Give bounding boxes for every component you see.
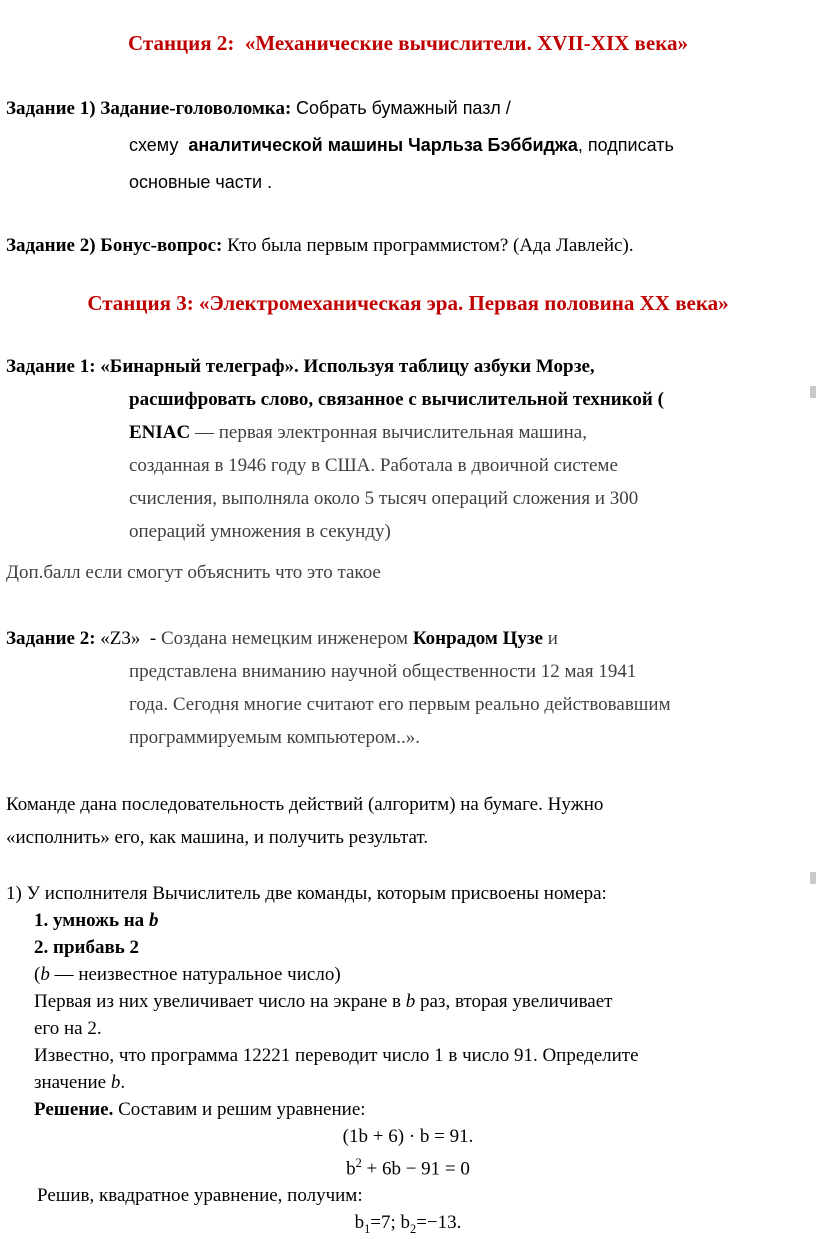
text-run: .	[120, 1072, 126, 1093]
text-run: созданная в 1946 году в США. Работала в двоичной системе	[129, 455, 618, 476]
text-run: (	[34, 964, 41, 985]
text-run: основные части .	[129, 172, 273, 192]
b-definition-line	[6, 961, 810, 988]
equation-2	[6, 1150, 810, 1182]
program-condition	[6, 1042, 810, 1096]
text-run: счисления, выполняла около 5 тысяч операций сложения и 300	[129, 488, 639, 509]
text-run: Станция 2: «Механические вычислители. XVII-XIX века»	[127, 31, 688, 55]
executor-intro-line	[6, 880, 810, 907]
text-run: Станция 3: «Электромеханическая эра. Первая половина ХХ века»	[87, 291, 729, 315]
roots-line	[6, 1209, 810, 1239]
text-run: Решив, квадратное уравнение, получим:	[37, 1185, 363, 1207]
text-run: значение	[34, 1072, 111, 1093]
text-run: 2. прибавь 2	[34, 937, 140, 958]
text-run: Решение.	[34, 1099, 119, 1120]
text-run: «Бинарный телеграф». Используя таблицу азбуки Морзе,	[100, 356, 595, 377]
text-run: Кто была первым программистом? (Ада Лавлейс).	[227, 235, 634, 256]
text-run: Создана немецким инженером	[160, 628, 413, 649]
station2-heading	[6, 30, 810, 56]
text-run: Задание 1:	[6, 356, 101, 377]
text-run: Бонус-вопрос:	[100, 235, 228, 256]
text-run: схему	[129, 135, 189, 155]
text-run: b	[346, 1158, 356, 1180]
text-run: Задание 1)	[6, 98, 101, 119]
right-edge-marker	[810, 872, 816, 884]
text-run: — неизвестное натуральное число)	[49, 964, 341, 985]
text-run: расшифровать слово, связанное с вычислительной техникой (	[129, 389, 664, 410]
text-run: аналитической машины Чарльза Бэббиджа	[188, 135, 578, 155]
text-run: + 6b − 91 = 0	[361, 1158, 470, 1180]
calculator-task-block	[6, 880, 810, 1239]
text-run: b	[354, 1212, 365, 1234]
bonus-point-note	[6, 556, 810, 589]
text-run: (1b + 6) · b = 91.	[342, 1126, 474, 1147]
task2-bonus-paragraph	[6, 229, 810, 262]
text-run: — первая электронная вычислительная машина,	[190, 422, 587, 443]
text-run: Собрать бумажный пазл /	[296, 98, 511, 118]
text-run: =−13.	[416, 1212, 462, 1234]
command-2-line	[6, 934, 810, 961]
text-run: 1) У исполнителя Вычислитель две команды, которым присвоены номера:	[6, 883, 607, 904]
text-run: b	[405, 991, 416, 1012]
text-run: 2	[410, 1222, 417, 1237]
text-run: программируемым компьютером..».	[129, 727, 420, 748]
station3-heading	[6, 290, 810, 316]
text-run: 2	[355, 1156, 362, 1170]
text-run: 1	[364, 1222, 371, 1237]
text-run: и	[542, 628, 558, 649]
text-run: Команде дана последовательность действий (алгоритм) на бумаге. Нужно	[6, 794, 604, 815]
text-run: «исполнить» его, как машина, и получить результат.	[6, 827, 429, 848]
command-1-line	[6, 907, 810, 934]
task1-puzzle-paragraph	[6, 90, 810, 201]
text-run: операций умножения в секунду)	[129, 521, 391, 542]
text-run: года. Сегодня многие считают его первым реально действовавшим	[129, 694, 671, 715]
text-run: представлена вниманию научной общественности 12 мая 1941	[129, 661, 637, 682]
right-edge-marker	[810, 386, 816, 398]
station3-task1-paragraph	[6, 350, 810, 548]
text-run: Конрадом Цузе	[412, 628, 543, 649]
text-run: Задание 2)	[6, 235, 101, 256]
text-run: b	[40, 964, 50, 985]
text-run: Задание 2:	[6, 628, 101, 649]
text-run: ENIAC	[129, 422, 191, 443]
text-run: Задание-головоломка:	[100, 98, 297, 119]
text-run: b	[110, 1072, 121, 1093]
text-run: «Z3» -	[100, 628, 161, 649]
solve-line	[6, 1182, 810, 1209]
text-run: Доп.балл если смогут объяснить что это такое	[6, 562, 381, 583]
text-run: b	[148, 910, 159, 931]
text-run: 1. умножь на	[34, 910, 149, 931]
text-run: Составим и решим уравнение:	[118, 1099, 366, 1120]
text-run: его на 2.	[34, 1018, 102, 1039]
commands-explanation	[6, 988, 810, 1042]
text-run: Первая из них увеличивает число на экране в	[34, 991, 406, 1012]
algorithm-intro-paragraph	[6, 788, 810, 854]
text-run: Известно, что программа 12221 переводит число 1 в число 91. Определите	[34, 1045, 639, 1066]
solution-label-line	[6, 1096, 810, 1123]
text-run: раз, вторая увеличивает	[415, 991, 613, 1012]
text-run: , подписать	[577, 135, 674, 155]
equation-1	[6, 1123, 810, 1150]
station3-task2-paragraph	[6, 622, 810, 754]
text-run: =7; b	[370, 1212, 411, 1234]
